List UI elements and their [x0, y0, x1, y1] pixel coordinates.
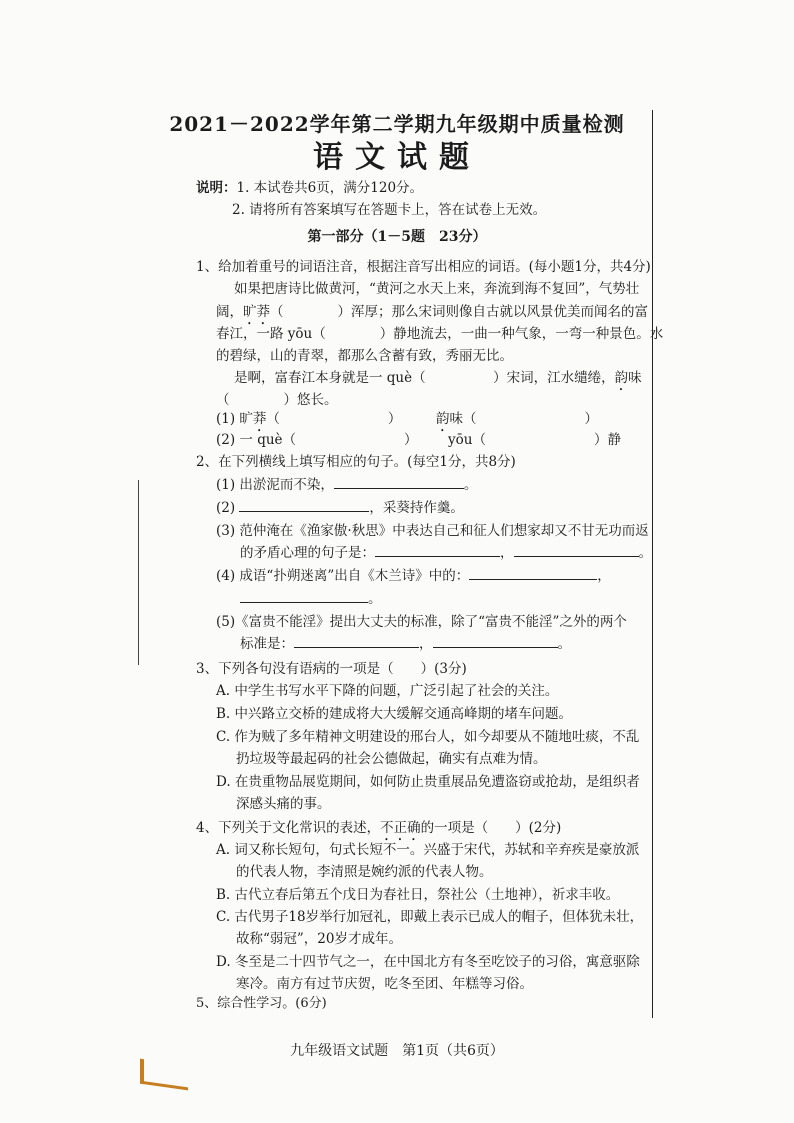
q3-option-d-cont: 深感头痛的事。 — [236, 796, 331, 812]
q1-answer-4: yōu（ ）静 — [448, 432, 621, 448]
instructions-label: 说明： — [196, 180, 237, 196]
q1-stem: 1、给加着重号的词语注音，根据注音写出相应的词语。(每小题1分，共4分) — [196, 259, 651, 275]
q1-passage-line: 阔，旷莽（ ）浑厚；那么宋词则像自古就以风景优美而闻名的富 — [216, 304, 648, 320]
q4-option-c-cont: 故称“弱冠”，20岁才成年。 — [236, 931, 402, 947]
answer-blank — [294, 633, 419, 648]
instructions — [196, 177, 423, 199]
emphasis-word: 韵 — [436, 411, 450, 427]
page-footer: 九年级语文试题 第1页（共6页） — [290, 1043, 504, 1059]
scan-artifact — [140, 1059, 188, 1091]
emphasis-word: 韵 — [614, 370, 629, 386]
answer-blank — [433, 633, 558, 648]
instruction-2: 2. 请将所有答案填写在答题卡上，答在试卷上无效。 — [232, 202, 547, 218]
q4-option-a-cont: 的代表人物，李清照是婉约派的代表人物。 — [236, 864, 493, 880]
q3-option-a: A. 中学生书写水平下降的问题，广泛引起了社会的关注。 — [216, 683, 559, 699]
q4-stem: 4、下列关于文化常识的表述，不正确的一项是（ ）(2分) — [196, 820, 562, 836]
emphasis-word: 不正确 — [380, 820, 421, 836]
q2-item-4-cont: 。 — [240, 588, 382, 610]
q3-option-c: C. 作为贼了多年精神文明建设的邢台人，如今却要从不随地吐痰，不乱 — [216, 729, 640, 745]
section-1-title: 第一部分（1－5题 23分） — [307, 229, 487, 245]
q2-item-1: (1) 出淤泥而不染， 。 — [216, 474, 477, 496]
q3-option-b: B. 中兴路立交桥的建成将大大缓解交通高峰期的堵车问题。 — [216, 706, 573, 722]
answer-blank — [469, 565, 597, 580]
q2-item-2: (2) ，采葵持作羹。 — [216, 497, 464, 519]
answer-blank — [240, 588, 368, 603]
instruction-1: 1. 本试卷共6页，满分120分。 — [236, 180, 424, 196]
q2-item-5: (5)《富贵不能淫》提出大丈夫的标准，除了“富贵不能淫”之外的两个 — [216, 614, 627, 630]
answer-blank — [334, 474, 464, 489]
answer-blank — [239, 497, 369, 512]
q4-option-c: C. 古代男子18岁举行加冠礼，即戴上表示已成人的帽子，但体犹未壮， — [216, 909, 644, 925]
q1-passage-line: 如果把唐诗比做黄河，“黄河之水天上来，奔流到海不复回”，气势壮 — [234, 281, 640, 297]
exam-title: 2021－2022学年第二学期九年级期中质量检测 — [169, 112, 625, 136]
q2-item-3: (3) 范仲淹在《渔家傲·秋思》中表达自己和征人们想家却又不甘无功而返 — [216, 523, 649, 539]
exam-subtitle: 语文试题 — [313, 140, 481, 175]
q4-option-d: D. 冬至是二十四节气之一，在中国北方有冬至吃饺子的习俗，寓意驱除 — [216, 954, 640, 970]
emphasis-word: 旷莽 — [243, 304, 270, 320]
answer-blank — [514, 542, 639, 557]
left-margin-rule — [138, 480, 139, 665]
q1-passage-line: 是啊，富春江本身就是一 què（ ）宋词，江水缱绻，韵味 — [234, 370, 642, 386]
q2-item-5-cont: 标准是： ， 。 — [240, 633, 571, 655]
q2-item-3-cont: 的矛盾心理的句子是： ， 。 — [240, 542, 652, 564]
q1-answer-3: (2) 一 què（ ） — [216, 432, 418, 448]
q1-answer-2: 韵味（ ） — [436, 411, 598, 427]
q4-option-b: B. 古代立春后第五个戊日为春社日，祭社公（土地神），祈求丰收。 — [216, 887, 620, 903]
q4-option-d-cont: 寒冷。南方有过节庆贺，吃冬至团、年糕等习俗。 — [236, 976, 533, 992]
q1-passage-line: 春江，一路 yōu（ ）静地流去，一曲一种气象，一弯一种景色。水 — [216, 326, 664, 342]
q4-option-a: A. 词又称长短句，句式长短不一。兴盛于宋代，苏轼和辛弃疾是豪放派 — [216, 842, 640, 858]
answer-blank — [375, 542, 500, 557]
q3-option-c-cont: 扔垃圾等最起码的社会公德做起，确实有点难为情。 — [236, 751, 547, 767]
q1-passage-line: （ ）悠长。 — [216, 392, 338, 408]
q2-stem: 2、在下列横线上填写相应的句子。(每空1分，共8分) — [196, 454, 516, 470]
q5-stem: 5、综合性学习。(6分) — [196, 996, 327, 1011]
q1-answer-1: (1) 旷莽（ ） — [216, 411, 402, 427]
q2-item-4: (4) 成语“扑朔迷离”出自《木兰诗》中的： ， — [216, 565, 611, 587]
q3-option-d: D. 在贵重物品展览期间，如何防止贵重展品免遭盗窃或抢劫，是组织者 — [216, 774, 640, 790]
q3-stem: 3、下列各句没有语病的一项是（ ）(3分) — [196, 661, 467, 677]
emphasis-word: 莽 — [252, 411, 267, 427]
q1-passage-line: 的碧绿，山的青翠，都那么含蓄有致，秀丽无比。 — [216, 348, 513, 364]
